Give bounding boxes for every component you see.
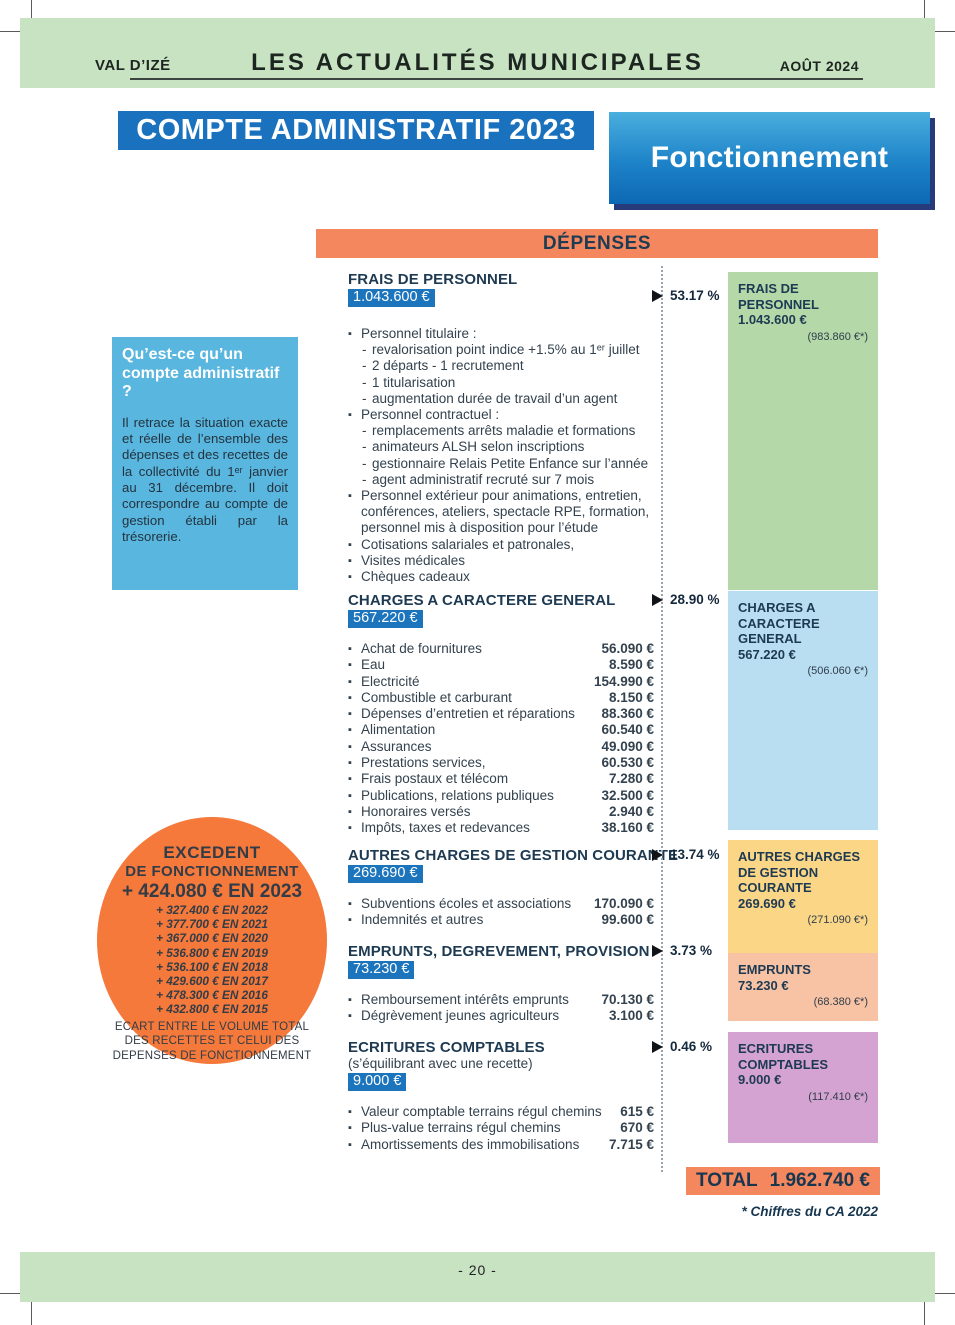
list-item-text: ▪ Visites médicales	[361, 552, 466, 568]
row-label: ▪ Impôts, taxes et redevances	[361, 820, 530, 836]
arrow-right-icon	[652, 945, 663, 957]
row-value: 3.100 €	[608, 1008, 654, 1024]
list-item-text: ▪ Personnel titulaire :	[361, 326, 477, 341]
section-subtitle: (s’équilibrant avec une recette)	[348, 1056, 533, 1071]
row-label: ▪ Achat de fournitures	[361, 641, 482, 656]
expense-table	[348, 641, 660, 837]
table-row	[348, 1008, 660, 1024]
sub-list-item: - 1 titularisation	[362, 375, 660, 391]
sub-list-item: - animateurs ALSH selon inscriptions	[362, 439, 660, 455]
row-value: 670 €	[620, 1120, 654, 1136]
row-value: 70.130 €	[601, 992, 654, 1007]
section-ecritures-comptables	[348, 1039, 660, 1153]
summary-box-emprunts	[728, 953, 878, 1021]
table-row	[348, 1104, 660, 1120]
percent-value: 0.46 %	[670, 1039, 713, 1054]
total-value: 1.962.740 €	[769, 1170, 870, 1191]
surplus-history-item: + 327.400 € EN 2022	[156, 903, 268, 917]
list-item-text: ▪ Personnel contractuel :	[361, 407, 500, 423]
total-box	[686, 1167, 880, 1195]
row-label: ▪ Frais postaux et télécom	[361, 771, 509, 787]
percent-value: 53.17 %	[670, 288, 720, 303]
expense-table	[348, 992, 660, 1025]
sub-list-item: - revalorisation point indice +1.5% au 1ᵉʳ juillet	[362, 342, 660, 358]
arrow-right-icon	[652, 290, 663, 302]
surplus-title: EXCEDENT	[163, 843, 261, 862]
sub-list-item: - gestionnaire Relais Petite Enfance sur l’année	[362, 456, 660, 472]
row-label: ▪ Plus-value terrains régul chemins	[361, 1120, 561, 1136]
row-label: ▪ Honoraires versés	[361, 803, 471, 819]
row-label: ▪ Dégrèvement jeunes agriculteurs	[361, 1008, 560, 1024]
table-row	[348, 992, 660, 1008]
header-location: VAL D’IZÉ	[95, 57, 171, 74]
section-title: EMPRUNTS, DEGREVEMENT, PROVISION	[348, 943, 650, 960]
row-label: ▪ Remboursement intérêts emprunts	[361, 992, 569, 1007]
percent-marker	[652, 592, 720, 607]
table-row	[348, 788, 660, 804]
summary-box-title: CHARGES A CARACTERE GENERAL	[738, 600, 820, 646]
footnote: * Chiffres du CA 2022	[741, 1204, 878, 1219]
percent-value: 28.90 %	[670, 592, 720, 607]
list-item	[348, 553, 660, 569]
row-value: 32.500 €	[601, 787, 654, 803]
percent-marker	[652, 288, 720, 303]
summary-box-amount: 567.220 €	[738, 646, 796, 662]
row-value: 60.540 €	[601, 722, 654, 738]
row-value: 2.940 €	[608, 803, 654, 819]
crop-mark	[0, 31, 20, 32]
summary-box-title: AUTRES CHARGES DE GESTION COURANTE	[738, 849, 861, 895]
row-value: 56.090 €	[601, 641, 654, 656]
row-value: 615 €	[620, 1104, 654, 1119]
section-emprunts	[348, 943, 660, 1025]
detail-list	[348, 326, 660, 585]
percent-marker	[652, 1039, 712, 1054]
summary-box-previous: (506.060 €*)	[807, 665, 868, 677]
percent-value: 3.73 %	[670, 943, 713, 958]
summary-box-frais-de-personnel	[728, 272, 878, 590]
row-label: ▪ Prestations services,	[361, 755, 486, 771]
row-label: ▪ Electricité	[361, 673, 420, 689]
header-title: LES ACTUALITÉS MUNICIPALES	[251, 49, 704, 76]
row-value: 99.600 €	[601, 912, 654, 928]
arrow-right-icon	[652, 1041, 663, 1053]
row-value: 7.715 €	[608, 1136, 654, 1152]
table-row	[348, 804, 660, 820]
header-underline	[130, 78, 863, 80]
surplus-caption: ECART ENTRE LE VOLUME TOTAL DES RECETTES ET CELUI DES DEPENSES DE FONCTIONNEMENT	[112, 1020, 312, 1062]
info-box	[112, 337, 298, 590]
crop-mark	[924, 1300, 925, 1325]
section-charges-generales	[348, 592, 660, 837]
list-item-text: ▪ Personnel extérieur pour animations, entretien, conférences, ateliers, spectacle RPE, formation, personnel mis à disposition pour l’étude	[361, 488, 650, 536]
row-value: 60.530 €	[601, 755, 654, 771]
table-row	[348, 674, 660, 690]
crop-mark	[0, 1293, 20, 1294]
row-label: ▪ Amortissements des immobilisations	[361, 1136, 580, 1152]
table-row	[348, 771, 660, 787]
category-badge: Fonctionnement	[609, 112, 930, 204]
summary-box-previous: (983.860 €*)	[807, 330, 868, 343]
list-item	[348, 407, 660, 488]
info-box-body: Il retrace la situation exacte et réelle de l’ensemble des dépenses et des recettes de la collectivité du 1ᵉʳ janvier au 31 décembre. Il doit correspondre au compte de gestion établi par la trésorerie.	[122, 414, 288, 545]
row-value: 38.160 €	[601, 820, 654, 836]
table-row	[348, 1137, 660, 1153]
summary-box-amount: 73.230 €	[738, 977, 789, 993]
row-label: ▪ Assurances	[361, 738, 432, 754]
expense-table	[348, 1104, 660, 1153]
summary-box-amount: 269.690 €	[738, 895, 796, 911]
surplus-history-item: + 536.800 € EN 2019	[156, 945, 268, 960]
table-row	[348, 657, 660, 673]
surplus-history-item: + 377.700 € EN 2021	[156, 917, 268, 932]
row-label: ▪ Indemnités et autres	[361, 912, 484, 928]
list-item	[348, 537, 660, 553]
sub-list-item: - agent administratif recruté sur 7 mois	[362, 472, 660, 488]
list-item-text: ▪ Chèques cadeaux	[361, 569, 470, 585]
summary-box-amount: 1.043.600 €	[738, 312, 807, 327]
list-item-text: ▪ Cotisations salariales et patronales,	[361, 536, 575, 552]
sub-list-item: - augmentation durée de travail d’un agent	[362, 391, 660, 407]
surplus-amount-2023: + 424.080 € EN 2023	[121, 881, 303, 902]
crop-mark	[935, 31, 955, 32]
summary-box-ecritures	[728, 1032, 878, 1143]
table-row	[348, 1120, 660, 1136]
row-value: 8.150 €	[608, 689, 654, 705]
summary-box-previous: (68.380 €*)	[813, 996, 868, 1008]
row-label: ▪ Valeur comptable terrains régul chemins	[361, 1104, 602, 1119]
section-amount-chip: 9.000 €	[348, 1073, 406, 1091]
surplus-circle	[97, 817, 327, 1064]
surplus-history-item: + 478.300 € EN 2016	[156, 988, 268, 1003]
row-value: 88.360 €	[601, 706, 654, 722]
surplus-subtitle: DE FONCTIONNEMENT	[125, 863, 299, 880]
surplus-history-item: + 536.100 € EN 2018	[156, 959, 268, 974]
section-amount-chip: 567.220 €	[348, 610, 423, 628]
list-item	[348, 488, 660, 537]
crop-mark	[935, 1293, 955, 1294]
summary-box-title: ECRITURES COMPTABLES	[738, 1041, 829, 1072]
section-amount-chip: 1.043.600 €	[348, 289, 435, 307]
percent-value: 13.74 %	[670, 847, 720, 862]
arrow-right-icon	[652, 849, 663, 861]
section-autres-charges	[348, 847, 679, 929]
list-item	[348, 326, 660, 407]
section-title: CHARGES A CARACTERE GENERAL	[348, 592, 616, 609]
list-item	[348, 569, 660, 585]
expense-table	[348, 896, 660, 929]
sub-list-item: - remplacements arrêts maladie et formations	[362, 423, 660, 439]
table-row	[348, 706, 660, 722]
table-row	[348, 912, 660, 928]
summary-box-previous: (117.410 €*)	[808, 1090, 868, 1103]
row-value: 7.280 €	[608, 771, 654, 787]
page-number: - 20 -	[458, 1262, 497, 1278]
dotted-divider	[661, 266, 663, 1172]
summary-box-charges-generales	[728, 591, 878, 830]
section-title: FRAIS DE PERSONNEL	[348, 271, 518, 288]
section-frais-de-personnel	[348, 271, 660, 585]
row-label: ▪ Alimentation	[361, 722, 436, 738]
summary-box-amount: 9.000 €	[738, 1072, 782, 1087]
table-row	[348, 641, 660, 657]
row-label: ▪ Publications, relations publiques	[361, 787, 554, 803]
table-row	[348, 739, 660, 755]
section-amount-chip: 73.230 €	[348, 961, 414, 979]
surplus-history-list	[156, 903, 268, 1017]
arrow-right-icon	[652, 594, 663, 606]
section-title: AUTRES CHARGES DE GESTION COURANTE	[348, 847, 679, 864]
table-row	[348, 755, 660, 771]
row-value: 154.990 €	[593, 673, 654, 689]
section-title: ECRITURES COMPTABLES	[348, 1039, 545, 1056]
sub-list-item: - 2 départs - 1 recrutement	[362, 358, 660, 374]
surplus-history-item: + 432.800 € EN 2015	[156, 1002, 268, 1017]
surplus-history-item: + 367.000 € EN 2020	[156, 931, 268, 946]
footer-band	[20, 1252, 935, 1302]
row-value: 170.090 €	[593, 896, 654, 911]
expenses-banner: DÉPENSES	[316, 229, 878, 258]
summary-box-title: EMPRUNTS	[738, 962, 811, 977]
table-row	[348, 820, 660, 836]
row-label: ▪ Dépenses d’entretien et réparations	[361, 706, 575, 722]
page-title: COMPTE ADMINISTRATIF 2023	[118, 111, 594, 150]
summary-box-title: FRAIS DE PERSONNEL	[738, 281, 819, 312]
header-band	[20, 18, 935, 88]
row-label: ▪ Subventions écoles et associations	[361, 896, 572, 911]
row-value: 49.090 €	[601, 738, 654, 754]
table-row	[348, 722, 660, 738]
header-date: AOÛT 2024	[779, 58, 859, 74]
row-label: ▪ Eau	[361, 657, 386, 673]
table-row	[348, 690, 660, 706]
percent-marker	[652, 943, 712, 958]
crop-mark	[31, 1300, 32, 1325]
info-box-title: Qu’est-ce qu’un compte administratif ?	[122, 346, 280, 401]
summary-box-previous: (271.090 €*)	[807, 914, 868, 926]
percent-marker	[652, 847, 720, 862]
row-label: ▪ Combustible et carburant	[361, 689, 512, 705]
total-label: TOTAL	[696, 1170, 758, 1191]
section-amount-chip: 269.690 €	[348, 865, 423, 883]
summary-box-autres-charges	[728, 840, 878, 953]
table-row	[348, 896, 660, 912]
row-value: 8.590 €	[608, 657, 654, 673]
surplus-history-item: + 429.600 € EN 2017	[156, 974, 268, 989]
